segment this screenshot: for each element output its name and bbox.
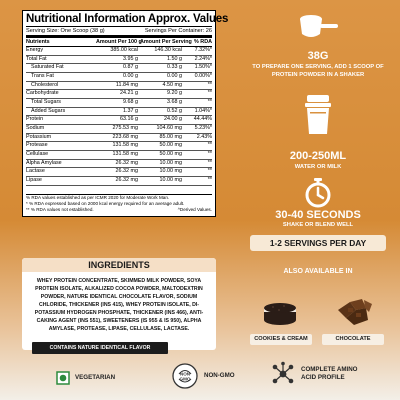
rda-percent: 2.43% [196,133,212,140]
rda-percent: ** [207,142,212,149]
cookies-cream-image [262,296,298,326]
non-gmo-logo-text-top: NON [179,371,191,377]
amount-per-100g: 223.68 mg [112,133,138,140]
amount-per-serving: 24.00 g [164,116,182,123]
nutrient-name: Energy [26,47,44,53]
amount-per-100g: 385.00 kcal [110,47,138,53]
table-spacer [26,186,212,195]
nutrition-row [26,73,212,82]
nutrient-name: Saturated Fat [31,64,64,71]
nutrition-title: Nutritional Information Approx. Values [26,13,229,25]
amount-per-serving: 3.68 g [167,98,182,105]
nutrient-name: Sodium [26,124,45,131]
serving-info [26,27,212,38]
rda-percent: ** [207,90,212,97]
nutrient-name: Carbohydrate [26,90,59,97]
step-2-instruction: WATER OR MILK [294,164,342,170]
nutrient-name: Potassium [26,133,52,140]
amount-per-100g: 131.58 mg [112,150,138,157]
header-nutrients: Nutrients [26,39,50,45]
contains-flavor-label: CONTAINS NATURE IDENTICAL FLAVOR [32,342,168,354]
nutrition-row [26,125,212,134]
product-badges [0,357,400,400]
molecule-icon [270,361,296,387]
amino-acid-badge [270,361,371,387]
footnote-derived: ^Derived Values. [177,206,212,212]
nutrition-row [26,82,212,91]
amino-acid-label: COMPLETE AMINO ACID PROFILE [301,366,358,381]
rda-percent: 5.23%* [194,124,212,131]
nutrient-name: Cellulase [26,150,49,157]
footnote-row [26,207,212,213]
nutrition-row [26,160,212,169]
footnote-rda: % RDA values established as per ICMR 2020 for Moderate Work Man. [26,194,170,200]
nutrition-row [26,64,212,73]
amount-per-100g: 11.84 mg [115,81,138,88]
rda-percent: 7.32%* [194,47,212,53]
ingredients-box [22,258,216,350]
amount-per-100g: 26.32 mg [115,176,138,183]
nutrition-row [26,142,212,151]
rda-percent: 0.00%* [194,72,212,79]
nutrition-table-body [26,47,212,186]
nutrition-row [26,56,212,65]
amount-per-100g: 9.68 g [123,98,138,105]
nutrient-name: Total Fat [26,55,47,62]
amount-per-100g: 131.58 mg [112,142,138,149]
header-per-100g: Amount Per 100 g [96,39,142,45]
servings-per-container: Servings Per Container: 26 [144,28,212,34]
shaker-icon [304,94,332,136]
footnote-kcal: * % RDA expressed based on 2000 kcal energy required for an average adult. [26,200,185,206]
nutrient-name: Total Sugars [31,98,61,105]
amount-per-100g: 24.21 g [120,90,138,97]
nutrition-row [26,47,212,56]
footnote-not-established: ** % RDA values not established. [26,206,94,212]
nutrition-table-header [26,38,212,47]
step-3-instruction: SHAKE OR BLEND WELL [282,222,354,228]
amount-per-100g: 0.87 g [123,64,138,71]
non-gmo-label: NON-GMO [204,372,235,379]
rda-percent: 1.50%* [194,64,212,71]
amount-per-100g: 275.53 mg [112,124,138,131]
nutrition-row [26,90,212,99]
serving-size: Serving Size: One Scoop (38 g) [26,28,105,34]
scoop-icon [296,10,340,44]
nutrition-row [26,134,212,143]
amount-per-serving: 10.00 mg [159,168,182,175]
nutrition-row [26,116,212,125]
rda-percent: 2.24%* [194,55,212,62]
flavor-chocolate: CHOCOLATE [322,334,384,345]
step-2-amount: 200-250ML [289,150,347,162]
amount-per-serving: 104.60 mg [156,124,182,131]
header-per-serving: Amount Per Serving [140,39,192,45]
amount-per-serving: 0.52 g [167,107,182,114]
nutrient-name: Cholesterol [31,81,59,88]
nutrition-row [26,151,212,160]
non-gmo-badge [172,363,235,389]
step-3-amount: 30-40 SECONDS [275,209,361,221]
also-available-title: ALSO AVAILABLE IN [283,268,353,275]
nutrient-name: Lactase [26,168,45,175]
rda-percent: ** [207,176,212,183]
nutrition-row [26,99,212,108]
nutrition-row [26,177,212,186]
amount-per-100g: 3.95 g [123,55,138,62]
nutrition-facts-panel [22,10,229,217]
amount-per-serving: 4.50 mg [162,81,182,88]
ingredients-text: WHEY PROTEIN CONCENTRATE, SKIMMED MILK POWDER, SOYA PROTEIN ISOLATE, ALKALIZED COCOA POWDER, MALTODEXTRIN POWDER, NATURE IDENTICAL CHOCOLATE FLAVOR, SODIUM CHLORIDE, THICKENER (INS 415), WHEY PROTEIN ISOLATE, DI-POTASSIUM HYDROGEN PHOSPHATE, THICKENER (INS 466), ANTI-CAKING AGENT (INS 551), SWEETENERS (IS 955 & IS 950), ALPHA AMYLASE, PROTEASE, LIPASE, CELLULASE, LACTASE. [34,278,204,332]
amount-per-serving: 0.00 g [167,72,182,79]
amount-per-serving: 50.00 mg [159,150,182,157]
nutrient-name: Alpha Amylase [26,159,62,166]
nutrient-name: Trans Fat [31,72,54,79]
servings-per-day-label: 1-2 SERVINGS PER DAY [250,235,386,251]
amount-per-100g: 0.00 g [123,72,138,79]
rda-percent: 1.04%* [194,107,212,114]
amount-per-100g: 26.32 mg [115,159,138,166]
rda-percent: ** [207,98,212,105]
rda-percent: 44.44% [193,116,212,123]
ingredients-title: INGREDIENTS [22,258,216,272]
nutrient-name: Added Sugars [31,107,66,114]
amount-per-100g: 63.16 g [120,116,138,123]
amount-per-serving: 10.00 mg [159,159,182,166]
veg-mark-icon [56,371,70,385]
amount-per-100g: 26.32 mg [115,168,138,175]
non-gmo-logo-icon [172,363,198,389]
amount-per-serving: 146.30 kcal [154,47,182,53]
amount-per-serving: 10.00 mg [159,176,182,183]
rda-percent: ** [207,159,212,166]
nutrient-name: Protease [26,142,48,149]
amount-per-100g: 1.37 g [123,107,138,114]
amount-per-serving: 85.00 mg [159,133,182,140]
nutrition-row [26,108,212,117]
step-1-instruction: TO PREPARE ONE SERVING, ADD 1 SCOOP OF PROTEIN POWDER IN A SHAKER [252,64,384,78]
nutrient-name: Protein [26,116,44,123]
header-rda: % RDA [194,39,212,45]
step-1-amount: 38G [307,50,329,62]
rda-percent: ** [207,168,212,175]
chocolate-image [334,296,374,328]
timer-icon [304,178,332,208]
rda-percent: ** [207,81,212,88]
vegetarian-badge [56,371,115,385]
amount-per-serving: 9.20 g [167,90,182,97]
nutrition-row [26,168,212,177]
amount-per-serving: 50.00 mg [159,142,182,149]
non-gmo-logo-text-bottom: GMO [179,376,191,382]
nutrient-name: Lipase [26,176,42,183]
amount-per-serving: 0.33 g [167,64,182,71]
rda-percent: ** [207,150,212,157]
amount-per-serving: 1.50 g [167,55,182,62]
flavor-cookies-cream: COOKIES & CREAM [250,334,312,345]
vegetarian-label: VEGETARIAN [75,374,116,381]
